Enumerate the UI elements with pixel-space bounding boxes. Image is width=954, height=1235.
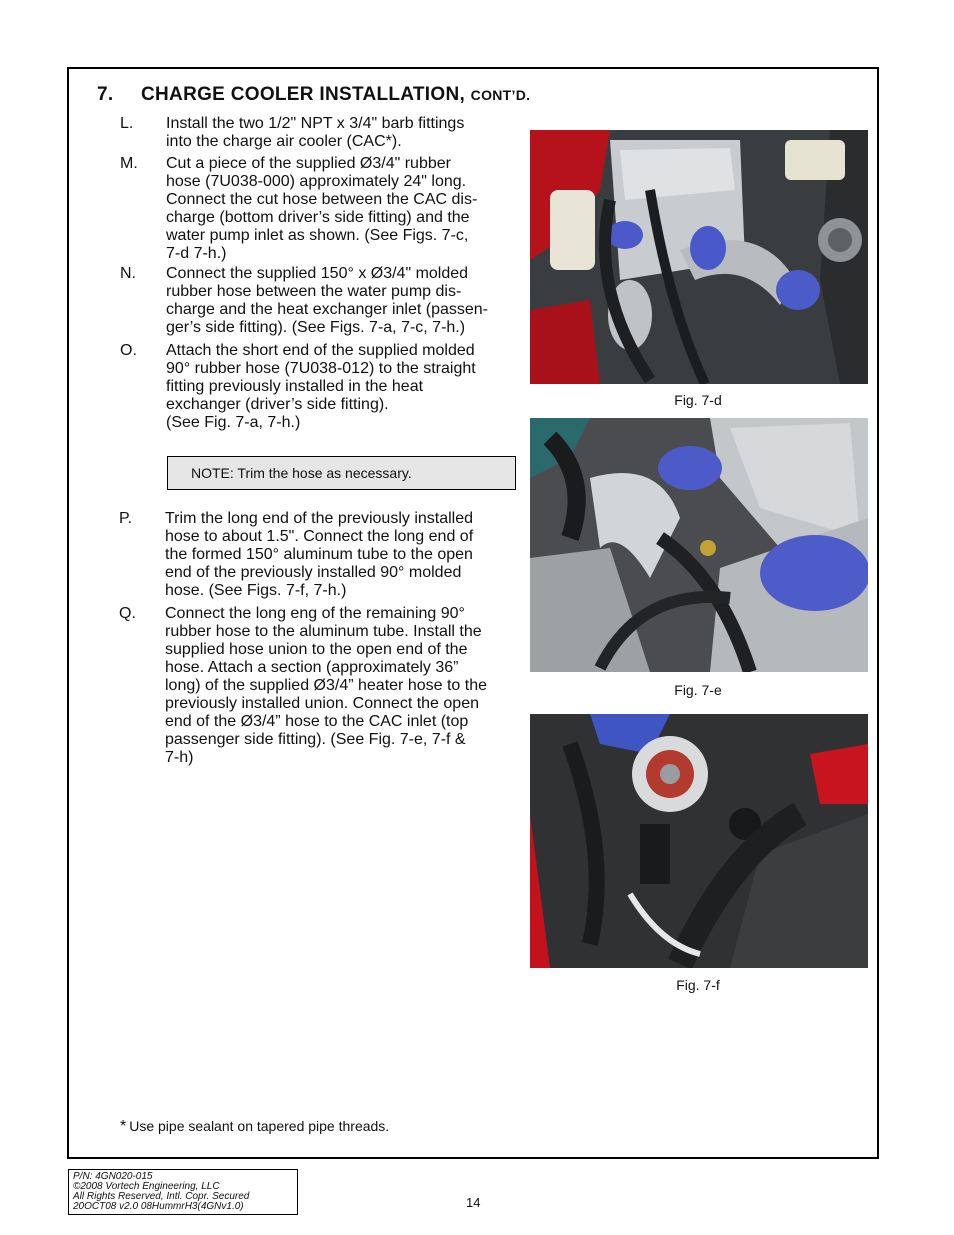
step-l — [120, 115, 520, 155]
step-line: hose (7U038-000) approximately 24" long. — [166, 173, 467, 190]
step-line: Install the two 1/2" NPT x 3/4" barb fittings — [166, 115, 465, 132]
figure-7f-caption: Fig. 7-f — [676, 977, 720, 993]
figure-7d-photo — [530, 130, 868, 384]
step-line: charge (bottom driver’s side fitting) and the — [166, 209, 470, 226]
figure-7f-photo — [530, 714, 868, 968]
step-m — [120, 155, 520, 265]
section-number: 7. — [97, 84, 114, 105]
footer-rights: All Rights Reserved, Intl. Copr. Secured — [73, 1191, 250, 1202]
step-line: supplied hose union to the open end of the — [165, 641, 468, 658]
step-letter: N. — [120, 265, 136, 282]
step-line: Connect the supplied 150° x Ø3/4" molded — [166, 265, 469, 282]
step-line: hose to about 1.5". Connect the long end of — [165, 528, 474, 545]
step-line: Cut a piece of the supplied Ø3/4" rubber — [166, 155, 451, 172]
figure-7e-caption: Fig. 7-e — [674, 682, 722, 698]
step-line: into the charge air cooler (CAC*). — [166, 133, 402, 150]
step-line: end of the previously installed 90° molded — [165, 564, 462, 581]
step-line: rubber hose between the water pump dis- — [166, 283, 462, 300]
step-letter: P. — [119, 510, 133, 527]
step-line: previously installed union. Connect the open — [165, 695, 479, 712]
step-line: the formed 150° aluminum tube to the open — [165, 546, 473, 563]
step-line: Connect the cut hose between the CAC dis- — [166, 191, 478, 208]
section-title: CHARGE COOLER INSTALLATION, — [141, 84, 466, 105]
figure-7e-photo — [530, 418, 868, 672]
note-box: NOTE: Trim the hose as necessary. — [167, 456, 516, 490]
step-text — [166, 265, 488, 337]
step-line: charge and the heat exchanger inlet (passen- — [166, 301, 488, 318]
step-line: Connect the long eng of the remaining 90° — [165, 605, 465, 622]
step-o — [120, 342, 520, 434]
step-line: water pump inlet as shown. (See Figs. 7-c, — [166, 227, 469, 244]
step-text — [166, 115, 464, 151]
section-heading — [97, 84, 530, 106]
step-line: Attach the short end of the supplied molded — [166, 342, 475, 359]
step-line: Trim the long end of the previously installed — [165, 510, 474, 527]
figure-7d-caption: Fig. 7-d — [674, 392, 722, 408]
step-line: end of the Ø3/4” hose to the CAC inlet (top — [165, 713, 469, 730]
step-line: hose. (See Figs. 7-f, 7-h.) — [165, 582, 347, 599]
step-letter: L. — [120, 115, 134, 132]
footnote — [120, 1118, 389, 1136]
step-text — [165, 510, 473, 600]
step-line: rubber hose to the aluminum tube. Install the — [165, 623, 482, 640]
step-n — [120, 265, 520, 341]
step-p — [119, 510, 519, 602]
step-line: exchanger (driver’s side fitting). — [166, 396, 389, 413]
footer-part-number: P/N: 4GN020-015 — [73, 1171, 153, 1182]
step-line: passenger side fitting). (See Fig. 7-e, 7-f & — [165, 731, 466, 748]
step-line: ger’s side fitting). (See Figs. 7-a, 7-c, 7-h.) — [166, 319, 466, 336]
step-text — [165, 605, 487, 767]
step-q — [119, 605, 519, 769]
step-line: (See Fig. 7-a, 7-h.) — [166, 414, 301, 431]
step-line: long) of the supplied Ø3/4” heater hose to the — [165, 677, 487, 694]
step-line: 7-h) — [165, 749, 194, 766]
page-number: 14 — [466, 1195, 481, 1210]
footnote-star: * — [120, 1118, 127, 1135]
footer-version: 20OCT08 v2.0 08HummrH3(4GNv1.0) — [73, 1201, 244, 1212]
step-text — [166, 342, 476, 432]
footnote-text: Use pipe sealant on tapered pipe threads. — [129, 1118, 390, 1134]
footer-copyright: ©2008 Vortech Engineering, LLC — [73, 1181, 220, 1192]
step-letter: Q. — [119, 605, 136, 622]
step-line: fitting previously installed in the heat — [166, 378, 424, 395]
section-suffix: CONT’D. — [470, 87, 531, 103]
step-line: 7-d 7-h.) — [166, 245, 227, 262]
step-line: 90° rubber hose (7U038-012) to the straight — [166, 360, 476, 377]
step-line: hose. Attach a section (approximately 36” — [165, 659, 459, 676]
footer-info — [68, 1169, 298, 1215]
step-text — [166, 155, 477, 263]
step-letter: M. — [120, 155, 138, 172]
step-letter: O. — [120, 342, 137, 359]
